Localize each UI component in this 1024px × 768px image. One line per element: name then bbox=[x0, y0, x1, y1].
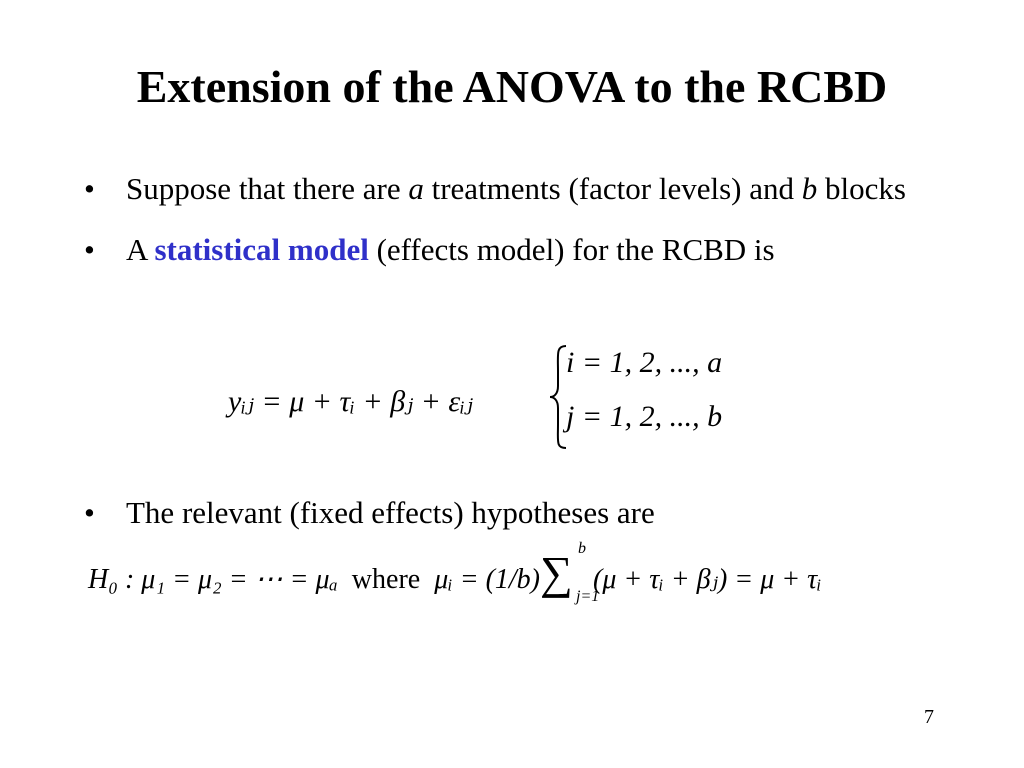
slide-title: Extension of the ANOVA to the RCBD bbox=[136, 61, 888, 112]
bullet1-var-a: a bbox=[408, 171, 424, 206]
bullet1-text-2: treatments (factor levels) and bbox=[423, 171, 802, 206]
bullet-marker: • bbox=[84, 495, 95, 530]
bullet-marker: • bbox=[84, 171, 95, 206]
i-range: i = 1, 2, ..., a bbox=[566, 346, 723, 379]
mean-definition-suffix: (μ + τᵢ + βⱼ) = μ + τᵢ bbox=[593, 564, 822, 595]
bullet2-text-2: (effects model) for the RCBD is bbox=[368, 232, 775, 267]
bullet1-text-1: Suppose that there are bbox=[126, 171, 409, 206]
bullet-list bbox=[84, 166, 944, 272]
bullet-treatments-blocks bbox=[84, 166, 944, 211]
summation-icon: ∑ b j=1 bbox=[540, 540, 600, 605]
bullet-hypotheses bbox=[84, 490, 986, 535]
model-equation: yᵢⱼ = μ + τᵢ + βⱼ + εᵢⱼ bbox=[228, 385, 473, 418]
where-word: where bbox=[351, 564, 421, 595]
index-ranges bbox=[548, 342, 758, 452]
bullet-marker: • bbox=[84, 232, 95, 267]
null-hypothesis: H₀ : μ₁ = μ₂ = ⋯ = μₐ bbox=[88, 564, 338, 595]
bullet1-text-3: blocks bbox=[817, 171, 906, 206]
bullet1-var-b: b bbox=[801, 171, 818, 206]
sum-upper-limit: b bbox=[578, 540, 587, 557]
mean-definition-prefix: μᵢ = (1/b) bbox=[434, 564, 541, 595]
bullet-statistical-model bbox=[84, 227, 944, 272]
j-range: j = 1, 2, ..., b bbox=[566, 400, 723, 433]
hypothesis-equation bbox=[88, 540, 822, 605]
bullet3-text: The relevant (fixed effects) hypotheses are bbox=[126, 495, 655, 530]
statistical-model-emphasis: statistical model bbox=[154, 232, 369, 267]
bullet2-text-1: A bbox=[126, 232, 155, 267]
page-number: 7 bbox=[924, 706, 934, 728]
sum-lower-limit: j=1 bbox=[576, 588, 600, 605]
